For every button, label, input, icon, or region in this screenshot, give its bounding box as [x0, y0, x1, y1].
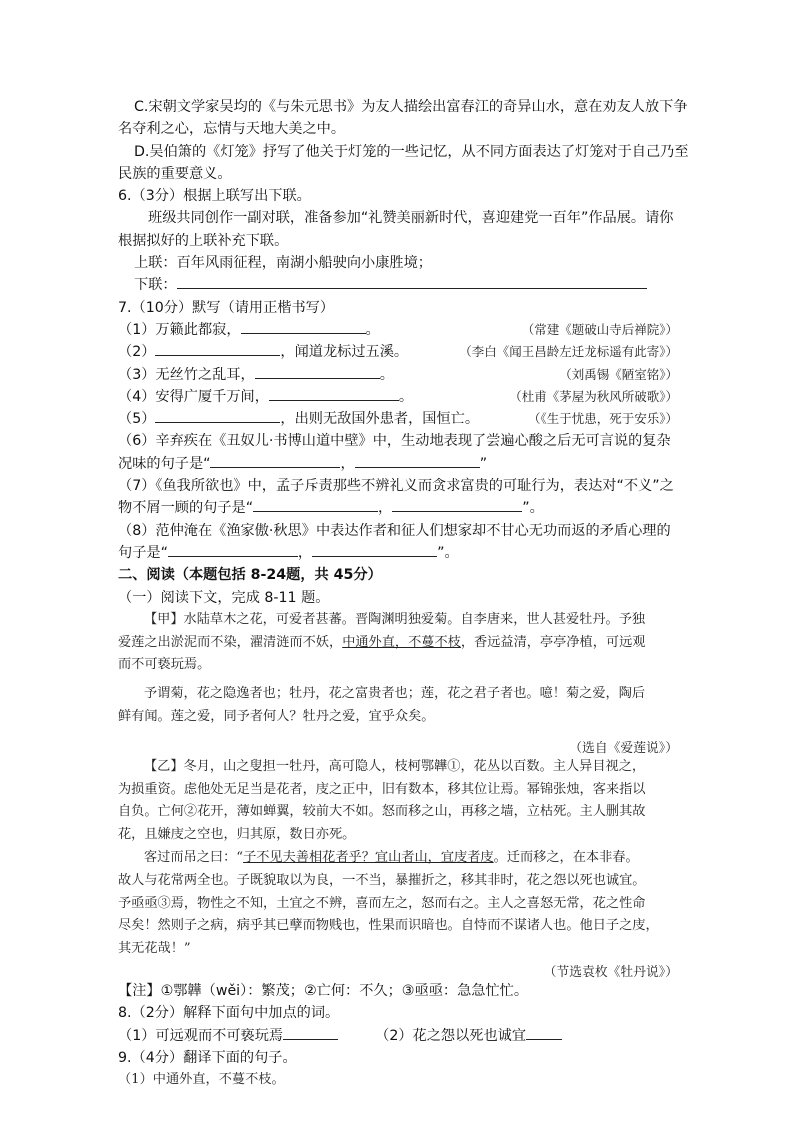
q9-title: 9.（4分）翻译下面的句子。: [118, 1049, 297, 1066]
q9-1: （1）中通外直，不蔓不枝。: [118, 1072, 285, 1088]
q7-6-end: ”: [479, 455, 488, 472]
q7-item-2: [118, 341, 678, 363]
q7-4-blank[interactable]: [269, 386, 399, 401]
q7-5-text: （5）: [118, 411, 156, 428]
q7-2-blank[interactable]: [155, 341, 280, 356]
passage-yi-p2-l1: [118, 847, 678, 870]
q7-2-text: （2）: [118, 344, 156, 361]
passage-yi-p1-l1: 【乙】冬月，山之叟担一牡丹，高可隐人，枝柯鄂韡①，花丛以百数。主人异目视之，: [144, 758, 646, 774]
q7-8-blank-b[interactable]: [312, 542, 437, 557]
q6-lower-label: 下联：: [134, 277, 177, 294]
q7-6-prefix: 况味的句子是“: [118, 455, 211, 472]
passage-yi-p2-l2: 故人与花常两全也。子既貌取以为良，一不当，暴摧折之，移其非时，花之怨以死也诚宜。: [118, 872, 646, 888]
q7-item-1: [118, 319, 678, 341]
section-2-heading: 二、阅读（本题包括 8-24题，共 45分）: [118, 567, 382, 584]
q6-title: 6.（3分）根据上联写出下联。: [118, 188, 311, 205]
q7-4-text: （4）安得广厦千万间，: [118, 388, 269, 405]
q7-6-blank-a[interactable]: [210, 453, 340, 468]
q7-8-prefix: 句子是“: [118, 544, 168, 561]
q7-item-6-line-1: （6）辛弃疾在《丑奴儿·书博山道中壁》中，生动地表现了尝遍心酸之后无可言说的复杂: [118, 433, 671, 450]
passage-jia-p1-l1: 【甲】水陆草木之花，可爱者甚蕃。晋陶渊明独爱菊。自李唐来，世人甚爱牡丹。予独: [144, 611, 646, 627]
q8-1: （1）可远观而不可亵玩焉: [118, 1027, 284, 1044]
q7-4-end: 。: [398, 388, 414, 405]
jia-text-b: ，香远益清，亭亭净植，可远观: [460, 634, 646, 650]
q7-3-blank[interactable]: [255, 364, 380, 379]
passage-jia-source: （选自《爱莲说》）: [569, 740, 678, 756]
passage-jia-p1-l2: [118, 632, 678, 655]
q6-upper-couplet: 上联：百年风雨征程，南湖小船驶向小康胜境；: [134, 255, 432, 272]
q7-2-source: （李白《闻王昌龄左迁龙标遥有此寄》）: [459, 344, 678, 360]
q8-title: 8.（2分）解释下面句中加点的词。: [118, 1005, 340, 1022]
option-d-line-1: D.吴伯箫的《灯笼》抒写了他关于灯笼的一些记忆，从不同方面表达了灯笼对于自己乃至: [134, 143, 689, 160]
q7-5-end: ，出则无敌国外患者，国恒亡。: [280, 411, 480, 428]
passage-yi-p2-l4: 尽矣！然则子之病，病乎其已孽而物贱也，性果而识暗也。自恃而不谋诸人也。他日子之庋，: [118, 918, 659, 934]
q6-lower-couplet: [118, 274, 678, 296]
q7-item-3: [118, 364, 678, 386]
option-d-line-2: 民族的重要意义。: [118, 165, 232, 182]
q8-2-blank[interactable]: [526, 1025, 562, 1040]
passage-yi-p1-l4: 花，且嫌庋之空也，归其原，数日亦死。: [118, 827, 356, 843]
q8-1-blank[interactable]: [283, 1025, 338, 1040]
q7-7-end: ”。: [522, 500, 544, 517]
q7-item-8-line-1: （8）范仲淹在《渔家傲·秋思》中表达作者和征人们想家却不甘心无功而返的矛盾心理的: [118, 522, 671, 539]
passage-jia-p2-l1: 予谓菊，花之隐逸者也；牡丹，花之富贵者也；莲，花之君子者也。噫！菊之爱，陶后: [144, 686, 646, 702]
passage-yi-p2-l3: 予亟亟③焉，物性之不知，土宜之不辨，喜而左之，怒而右之。主人之喜怒无常，花之性命: [118, 895, 646, 911]
q6-desc-line-2: 根据拟好的上联补充下联。: [118, 232, 289, 249]
q7-2-end: ，闻道龙标过五溪。: [280, 344, 409, 361]
option-c-line-1: C.宋朝文学家吴均的《与朱元思书》为友人描绘出富春江的奇异山水，意在劝友人放下争: [134, 99, 688, 115]
q7-5-blank[interactable]: [155, 408, 280, 423]
q7-4-source: （杜甫《茅屋为秋风所破歌》）: [509, 388, 678, 404]
option-c-line-2: 名夺利之心，忘情与天地大美之中。: [118, 121, 346, 138]
q7-item-4: [118, 386, 678, 408]
q7-1-source: （常建《题破山寺后禅院》）: [521, 321, 678, 337]
q7-8-end: ”。: [437, 544, 459, 561]
q7-7-comma: ，: [378, 500, 393, 517]
q8-2: （2）花之怨以死也诚宜: [375, 1027, 527, 1044]
q7-1-blank[interactable]: [241, 319, 366, 334]
q7-3-text: （3）无丝竹之乱耳，: [118, 366, 255, 383]
q7-8-blank-a[interactable]: [168, 542, 298, 557]
q7-item-8-line-2: [118, 542, 678, 564]
jia-text-a: 爱莲之出淤泥而不染，濯清涟而不妖，: [118, 634, 343, 650]
q7-7-blank-a[interactable]: [253, 497, 378, 512]
yi-underlined: 子不见夫善相花者乎？宜山者山，宜庋者庋: [243, 850, 494, 865]
subsection-1-heading: （一）阅读下文，完成 8-11 题。: [118, 589, 330, 606]
yi-text-b: 。迁而移之，在本非春。: [493, 850, 639, 865]
passage-yi-source: （节选袁枚《牡丹说》）: [543, 964, 678, 980]
q6-desc-line-1: 班级共同创作一副对联，准备参加“礼赞美丽新时代，喜迎建党一百年”作品展。请你: [148, 210, 674, 227]
q7-3-end: 。: [379, 366, 394, 383]
q7-item-5: [118, 408, 678, 430]
q7-item-7-line-1: （7）《鱼我所欲也》中，孟子斥责那些不辨礼义而贪求富贵的可耻行为，表达对“不义”之: [118, 478, 674, 495]
jia-underlined: 中通外直，不蔓不枝: [342, 634, 461, 650]
q7-item-6-line-2: [118, 453, 678, 475]
passage-yi-p1-l2: 为损重资。虑他处无足当是花者，庋之正中，旧有数本，移其位让焉。幂锦张烛，客来指以: [118, 781, 646, 797]
q7-item-7-line-2: [118, 497, 678, 519]
q7-1-end: 。: [365, 321, 380, 338]
exam-page: [118, 96, 689, 1092]
q7-6-blank-b[interactable]: [355, 453, 480, 468]
q7-7-blank-b[interactable]: [392, 497, 522, 512]
q8-items: [118, 1025, 678, 1047]
q7-6-comma: ，: [340, 455, 355, 472]
passage-yi-p2-l5: 其无花哉！”: [118, 941, 191, 957]
passage-jia-p1-l3: 而不可亵玩焉。: [118, 657, 211, 673]
q7-8-comma: ，: [297, 544, 313, 561]
passage-jia-p2-l2: 鲜有闻。莲之爱，同予者何人？牡丹之爱，宜乎众矣。: [118, 709, 435, 725]
q7-7-prefix: 物不屑一顾的句子是“: [118, 500, 254, 517]
q6-answer-blank[interactable]: [177, 274, 647, 289]
q7-5-source: （《生于忧患，死于安乐》）: [527, 411, 678, 427]
q7-title: 7.（10分）默写（请用正楷书写）: [118, 299, 335, 316]
passage-yi-p1-l3: 自负。亡何②花开，薄如蝉翼，较前大不如。怒而移之山，再移之墙，立枯死。主人删其故: [118, 804, 646, 820]
yi-quote-start: 客过而吊之曰：“: [144, 850, 244, 865]
q7-1-text: （1）万籁此都寂，: [118, 321, 241, 338]
annotation-note: 【注】①鄂韡（wěi）：繁茂；②亡何：不久；③亟亟：急急忙忙。: [118, 982, 529, 999]
q7-3-source: （刘禹锡《陋室铭》）: [559, 366, 678, 382]
